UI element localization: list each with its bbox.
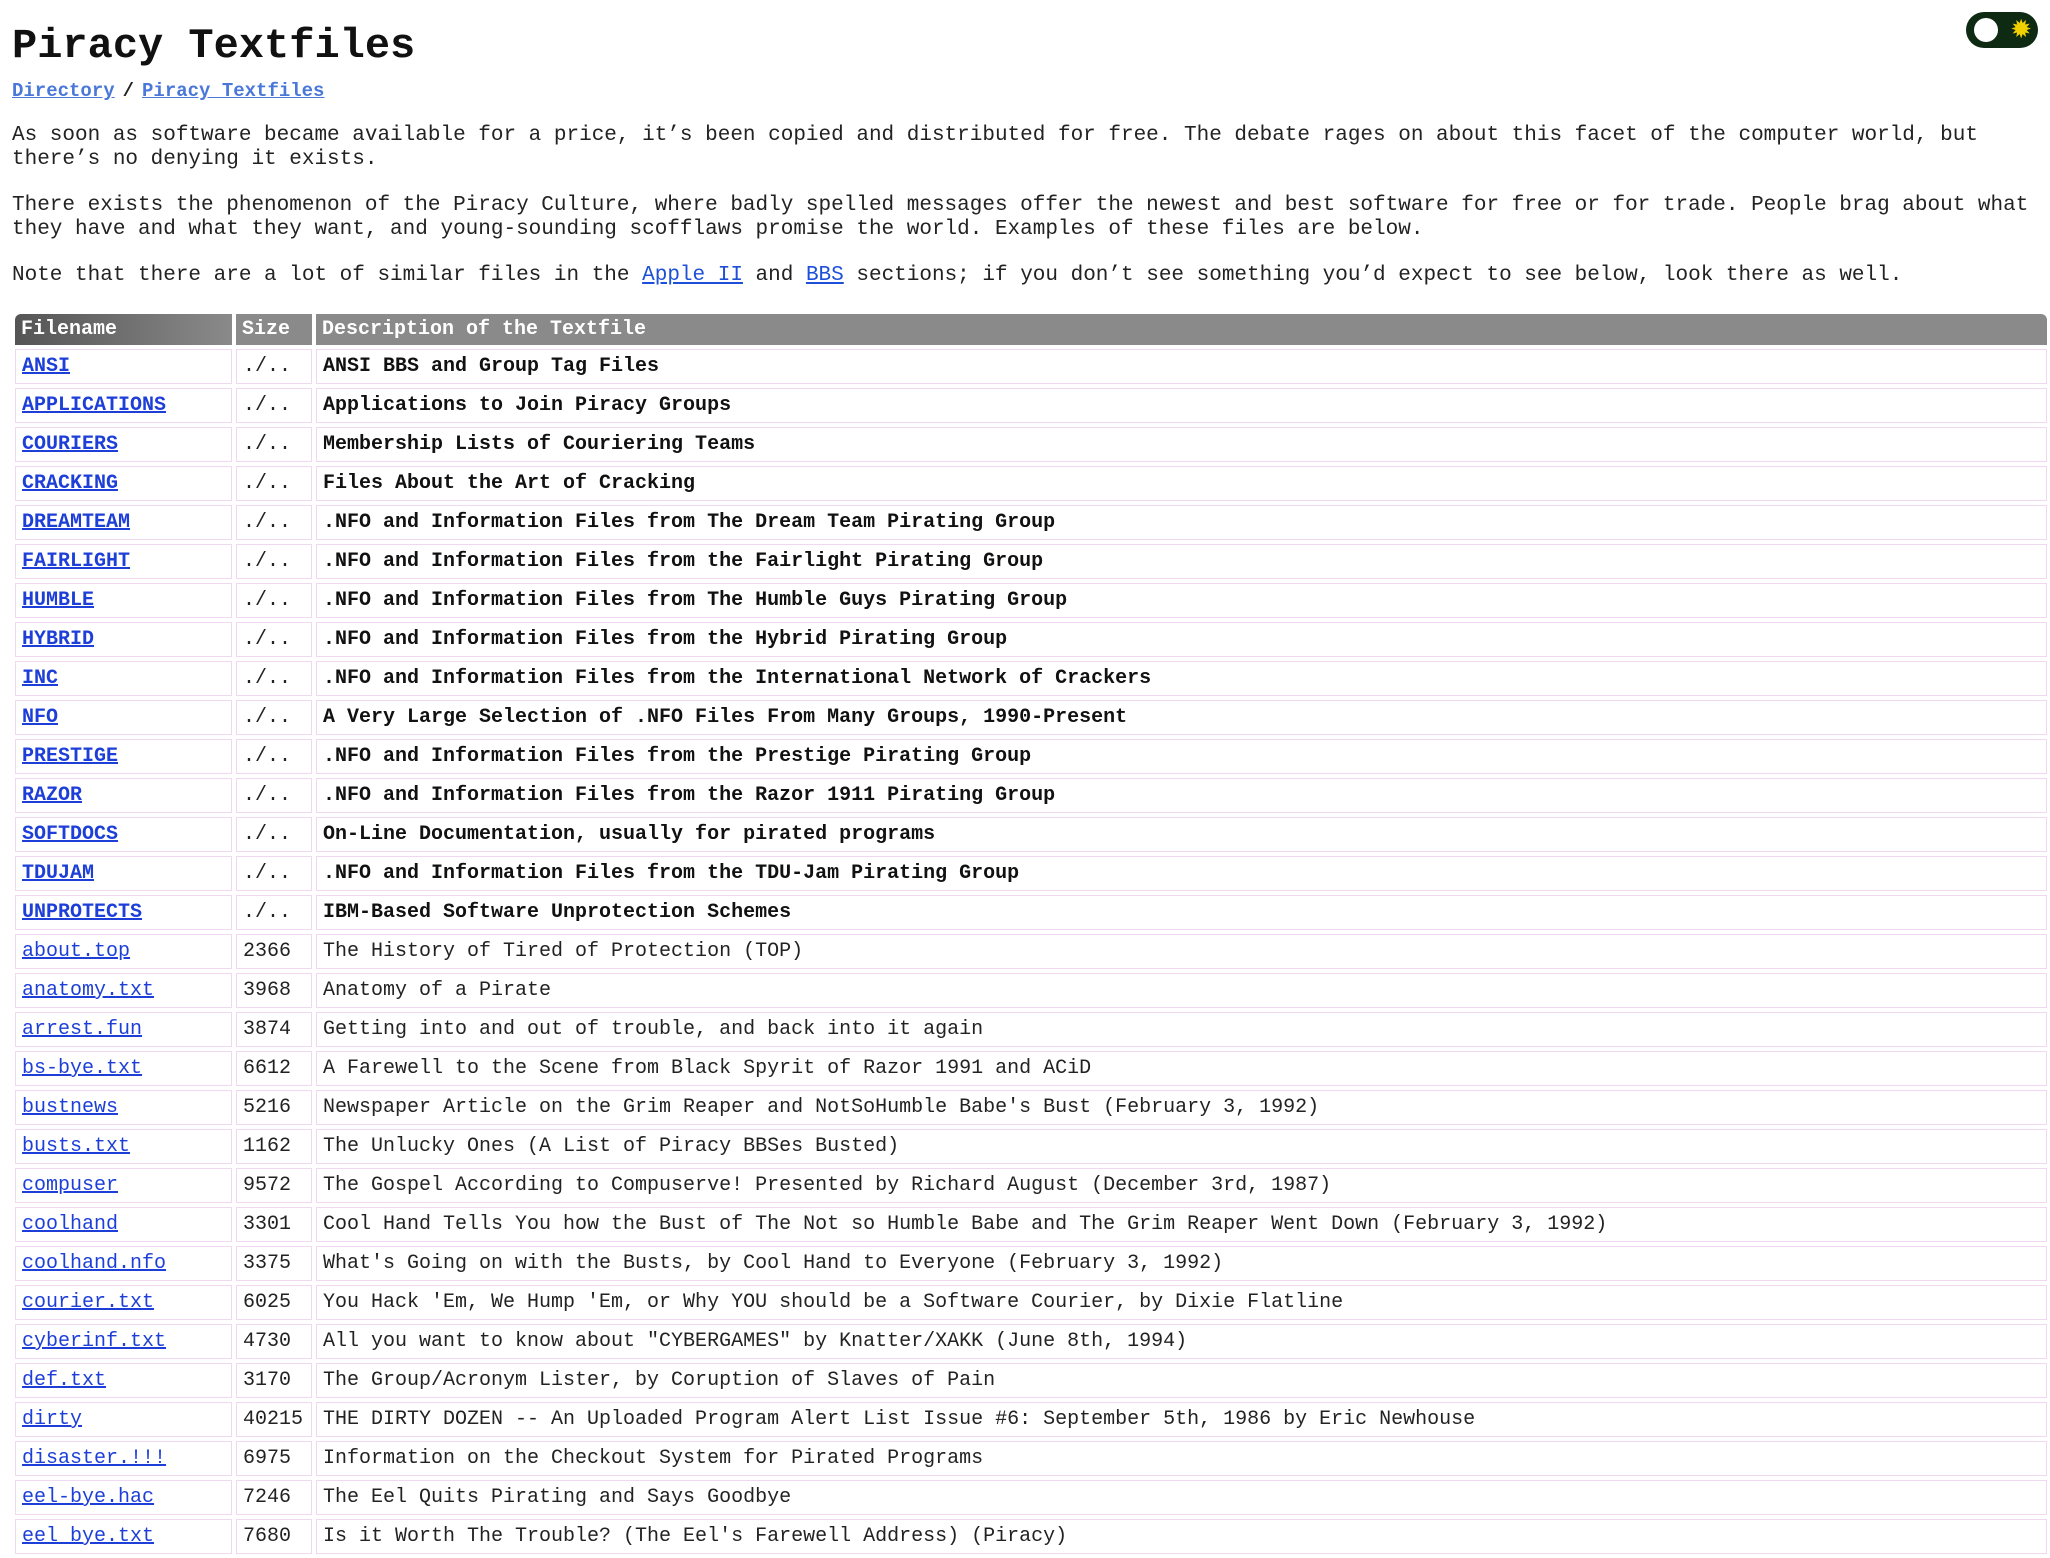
directory-link[interactable]: APPLICATIONS bbox=[22, 394, 167, 417]
file-link[interactable]: anatomy.txt bbox=[22, 979, 155, 1002]
directory-link[interactable]: INC bbox=[22, 667, 59, 690]
table-row bbox=[15, 505, 2047, 540]
cell-size: ./.. bbox=[236, 856, 312, 891]
cell-size: 9572 bbox=[236, 1168, 312, 1203]
cell-filename bbox=[15, 1519, 232, 1554]
cell-description: Applications to Join Piracy Groups bbox=[316, 388, 2047, 423]
intro-note-tail: sections; if you don’t see something you’d expect to see below, look there as well. bbox=[843, 264, 1903, 287]
breadcrumb-directory-link[interactable]: Directory bbox=[12, 80, 115, 102]
table-row bbox=[15, 973, 2047, 1008]
cell-filename bbox=[15, 1441, 232, 1476]
cell-size: ./.. bbox=[236, 739, 312, 774]
cell-description: A Farewell to the Scene from Black Spyrit of Razor 1991 and ACiD bbox=[316, 1051, 2047, 1086]
cell-size: 6612 bbox=[236, 1051, 312, 1086]
cell-filename bbox=[15, 1402, 232, 1437]
table-row bbox=[15, 622, 2047, 657]
directory-link[interactable]: TDUJAM bbox=[22, 862, 95, 885]
cell-size: 3301 bbox=[236, 1207, 312, 1242]
cell-description: .NFO and Information Files from the Fairlight Pirating Group bbox=[316, 544, 2047, 579]
cell-size: 4730 bbox=[236, 1324, 312, 1359]
table-row bbox=[15, 817, 2047, 852]
toggle-knob bbox=[1974, 18, 1998, 42]
table-row bbox=[15, 1129, 2047, 1164]
table-row bbox=[15, 1402, 2047, 1437]
cell-description: What's Going on with the Busts, by Cool Hand to Everyone (February 3, 1992) bbox=[316, 1246, 2047, 1281]
cell-size: 2366 bbox=[236, 934, 312, 969]
table-row bbox=[15, 778, 2047, 813]
table-row bbox=[15, 1285, 2047, 1320]
cell-description: Newspaper Article on the Grim Reaper and NotSoHumble Babe's Bust (February 3, 1992) bbox=[316, 1090, 2047, 1125]
directory-link[interactable]: NFO bbox=[22, 706, 59, 729]
table-row bbox=[15, 544, 2047, 579]
table-row bbox=[15, 895, 2047, 930]
directory-link[interactable]: SOFTDOCS bbox=[22, 823, 119, 846]
directory-link[interactable]: ANSI bbox=[22, 355, 71, 378]
directory-link[interactable]: DREAMTEAM bbox=[22, 511, 131, 534]
cell-description: Membership Lists of Couriering Teams bbox=[316, 427, 2047, 462]
cell-filename bbox=[15, 973, 232, 1008]
directory-link[interactable]: UNPROTECTS bbox=[22, 901, 143, 924]
cell-filename bbox=[15, 583, 232, 618]
breadcrumb bbox=[12, 80, 2038, 102]
cell-size: ./.. bbox=[236, 817, 312, 852]
cell-description: ANSI BBS and Group Tag Files bbox=[316, 349, 2047, 384]
cell-size: 7246 bbox=[236, 1480, 312, 1515]
cell-description: The Eel Quits Pirating and Says Goodbye bbox=[316, 1480, 2047, 1515]
cell-size: 3375 bbox=[236, 1246, 312, 1281]
file-link[interactable]: cyberinf.txt bbox=[22, 1330, 167, 1353]
cell-size: 1162 bbox=[236, 1129, 312, 1164]
cell-size: ./.. bbox=[236, 583, 312, 618]
table-row bbox=[15, 700, 2047, 735]
cell-filename bbox=[15, 700, 232, 735]
cell-filename bbox=[15, 739, 232, 774]
intro-note-text: Note that there are a lot of similar files in the bbox=[12, 264, 643, 287]
intro-paragraph-3 bbox=[12, 264, 2038, 288]
cell-description: .NFO and Information Files from the International Network of Crackers bbox=[316, 661, 2047, 696]
table-row bbox=[15, 856, 2047, 891]
cell-size: ./.. bbox=[236, 895, 312, 930]
table-header-row bbox=[15, 314, 2047, 345]
file-link[interactable]: eel-bye.hac bbox=[22, 1486, 155, 1509]
cell-description: You Hack 'Em, We Hump 'Em, or Why YOU should be a Software Courier, by Dixie Flatline bbox=[316, 1285, 2047, 1320]
file-link[interactable]: busts.txt bbox=[22, 1135, 131, 1158]
theme-toggle[interactable] bbox=[1966, 12, 2038, 48]
cell-description: The Group/Acronym Lister, by Coruption of Slaves of Pain bbox=[316, 1363, 2047, 1398]
cell-size: ./.. bbox=[236, 427, 312, 462]
file-link[interactable]: dirty bbox=[22, 1408, 83, 1431]
table-row bbox=[15, 1363, 2047, 1398]
table-row bbox=[15, 934, 2047, 969]
cell-description: .NFO and Information Files from the TDU-Jam Pirating Group bbox=[316, 856, 2047, 891]
directory-link[interactable]: HUMBLE bbox=[22, 589, 95, 612]
table-row bbox=[15, 1090, 2047, 1125]
cell-description: .NFO and Information Files from The Humble Guys Pirating Group bbox=[316, 583, 2047, 618]
header-description[interactable]: Description of the Textfile bbox=[316, 314, 2047, 345]
file-link[interactable]: compuser bbox=[22, 1174, 119, 1197]
intro-paragraph-1: As soon as software became available for a price, it’s been copied and distributed for free. The debate rages on about this facet of the computer world, but there’s no denying it exists. bbox=[12, 124, 1978, 171]
cell-description: On-Line Documentation, usually for pirated programs bbox=[316, 817, 2047, 852]
cell-size: 3170 bbox=[236, 1363, 312, 1398]
table-row bbox=[15, 739, 2047, 774]
header-size[interactable]: Size bbox=[236, 314, 312, 345]
cell-filename bbox=[15, 856, 232, 891]
directory-link[interactable]: FAIRLIGHT bbox=[22, 550, 131, 573]
cell-filename bbox=[15, 544, 232, 579]
cell-size: ./.. bbox=[236, 466, 312, 501]
cell-size: 7680 bbox=[236, 1519, 312, 1554]
cell-description: .NFO and Information Files from the Razor 1911 Pirating Group bbox=[316, 778, 2047, 813]
table-row bbox=[15, 1012, 2047, 1047]
table-row bbox=[15, 661, 2047, 696]
cell-size: ./.. bbox=[236, 505, 312, 540]
cell-description: .NFO and Information Files from the Hybrid Pirating Group bbox=[316, 622, 2047, 657]
cell-filename bbox=[15, 427, 232, 462]
file-link[interactable]: eel_bye.txt bbox=[22, 1525, 155, 1548]
cell-filename bbox=[15, 1207, 232, 1242]
cell-description: Information on the Checkout System for Pirated Programs bbox=[316, 1441, 2047, 1476]
cell-description: THE DIRTY DOZEN -- An Uploaded Program Alert List Issue #6: September 5th, 1986 by Eric Newhouse bbox=[316, 1402, 2047, 1437]
breadcrumb-current-link[interactable]: Piracy Textfiles bbox=[142, 80, 325, 102]
cell-filename bbox=[15, 1012, 232, 1047]
cell-description: Cool Hand Tells You how the Bust of The Not so Humble Babe and The Grim Reaper Went Down (February 3, 1992) bbox=[316, 1207, 2047, 1242]
file-link[interactable]: bustnews bbox=[22, 1096, 119, 1119]
table-row bbox=[15, 1519, 2047, 1554]
cell-filename bbox=[15, 505, 232, 540]
table-row bbox=[15, 1441, 2047, 1476]
cell-description: Is it Worth The Trouble? (The Eel's Farewell Address) (Piracy) bbox=[316, 1519, 2047, 1554]
cell-filename bbox=[15, 817, 232, 852]
header-filename[interactable]: Filename bbox=[15, 314, 232, 345]
cell-filename bbox=[15, 1363, 232, 1398]
cell-size: 40215 bbox=[236, 1402, 312, 1437]
cell-size: ./.. bbox=[236, 778, 312, 813]
cell-size: ./.. bbox=[236, 349, 312, 384]
cell-description: .NFO and Information Files from The Dream Team Pirating Group bbox=[316, 505, 2047, 540]
cell-filename bbox=[15, 388, 232, 423]
directory-link[interactable]: RAZOR bbox=[22, 784, 83, 807]
page-title: Piracy Textfiles bbox=[12, 22, 416, 70]
cell-description: The Gospel According to Compuserve! Presented by Richard August (December 3rd, 1987) bbox=[316, 1168, 2047, 1203]
file-link[interactable]: coolhand bbox=[22, 1213, 119, 1236]
cell-filename bbox=[15, 1324, 232, 1359]
table-row bbox=[15, 583, 2047, 618]
file-link[interactable]: courier.txt bbox=[22, 1291, 155, 1314]
cell-filename bbox=[15, 778, 232, 813]
table-row bbox=[15, 1324, 2047, 1359]
cell-filename bbox=[15, 1480, 232, 1515]
cell-filename bbox=[15, 934, 232, 969]
cell-description: All you want to know about "CYBERGAMES" by Knatter/XAKK (June 8th, 1994) bbox=[316, 1324, 2047, 1359]
cell-description: Getting into and out of trouble, and back into it again bbox=[316, 1012, 2047, 1047]
file-link[interactable]: coolhand.nfo bbox=[22, 1252, 167, 1275]
cell-description: The History of Tired of Protection (TOP) bbox=[316, 934, 2047, 969]
cell-description: A Very Large Selection of .NFO Files From Many Groups, 1990-Present bbox=[316, 700, 2047, 735]
cell-description: The Unlucky Ones (A List of Piracy BBSes Busted) bbox=[316, 1129, 2047, 1164]
cell-filename bbox=[15, 1051, 232, 1086]
cell-description: Files About the Art of Cracking bbox=[316, 466, 2047, 501]
cell-filename bbox=[15, 622, 232, 657]
breadcrumb-separator: / bbox=[122, 80, 135, 102]
intro-paragraph-2: There exists the phenomenon of the Piracy Culture, where badly spelled messages offer the newest and best software for free or for trade. People brag about what they have and what they want, and young-sounding scofflaws promise the world. Examples of these files are below. bbox=[12, 194, 2029, 241]
cell-filename bbox=[15, 1129, 232, 1164]
cell-size: ./.. bbox=[236, 661, 312, 696]
cell-size: ./.. bbox=[236, 700, 312, 735]
cell-filename bbox=[15, 1246, 232, 1281]
table-row bbox=[15, 1207, 2047, 1242]
table-row bbox=[15, 1480, 2047, 1515]
files-table bbox=[11, 310, 2050, 1558]
apple-ii-link[interactable]: Apple II bbox=[642, 264, 743, 287]
cell-filename bbox=[15, 1168, 232, 1203]
cell-size: 5216 bbox=[236, 1090, 312, 1125]
table-row bbox=[15, 427, 2047, 462]
cell-filename bbox=[15, 661, 232, 696]
cell-filename bbox=[15, 1285, 232, 1320]
file-link[interactable]: bs-bye.txt bbox=[22, 1057, 143, 1080]
cell-filename bbox=[15, 895, 232, 930]
bbs-link[interactable]: BBS bbox=[805, 264, 844, 287]
table-row bbox=[15, 1168, 2047, 1203]
file-link[interactable]: disaster.!!! bbox=[22, 1447, 167, 1470]
table-row bbox=[15, 1051, 2047, 1086]
directory-link[interactable]: PRESTIGE bbox=[22, 745, 119, 768]
cell-size: ./.. bbox=[236, 388, 312, 423]
table-row bbox=[15, 1246, 2047, 1281]
directory-link[interactable]: CRACKING bbox=[22, 472, 119, 495]
cell-size: 6975 bbox=[236, 1441, 312, 1476]
cell-filename bbox=[15, 1090, 232, 1125]
sun-icon: ✹ bbox=[2010, 15, 2032, 45]
table-row bbox=[15, 388, 2047, 423]
intro-note-and: and bbox=[742, 264, 806, 287]
table-row bbox=[15, 466, 2047, 501]
table-row bbox=[15, 349, 2047, 384]
file-link[interactable]: arrest.fun bbox=[22, 1018, 143, 1041]
cell-size: 3968 bbox=[236, 973, 312, 1008]
directory-link[interactable]: HYBRID bbox=[22, 628, 95, 651]
cell-size: ./.. bbox=[236, 622, 312, 657]
cell-description: IBM-Based Software Unprotection Schemes bbox=[316, 895, 2047, 930]
cell-filename bbox=[15, 466, 232, 501]
cell-size: 3874 bbox=[236, 1012, 312, 1047]
cell-description: Anatomy of a Pirate bbox=[316, 973, 2047, 1008]
directory-link[interactable]: COURIERS bbox=[22, 433, 119, 456]
cell-size: ./.. bbox=[236, 544, 312, 579]
file-link[interactable]: about.top bbox=[22, 940, 131, 963]
cell-size: 6025 bbox=[236, 1285, 312, 1320]
cell-description: .NFO and Information Files from the Prestige Pirating Group bbox=[316, 739, 2047, 774]
cell-filename bbox=[15, 349, 232, 384]
file-link[interactable]: def.txt bbox=[22, 1369, 107, 1392]
